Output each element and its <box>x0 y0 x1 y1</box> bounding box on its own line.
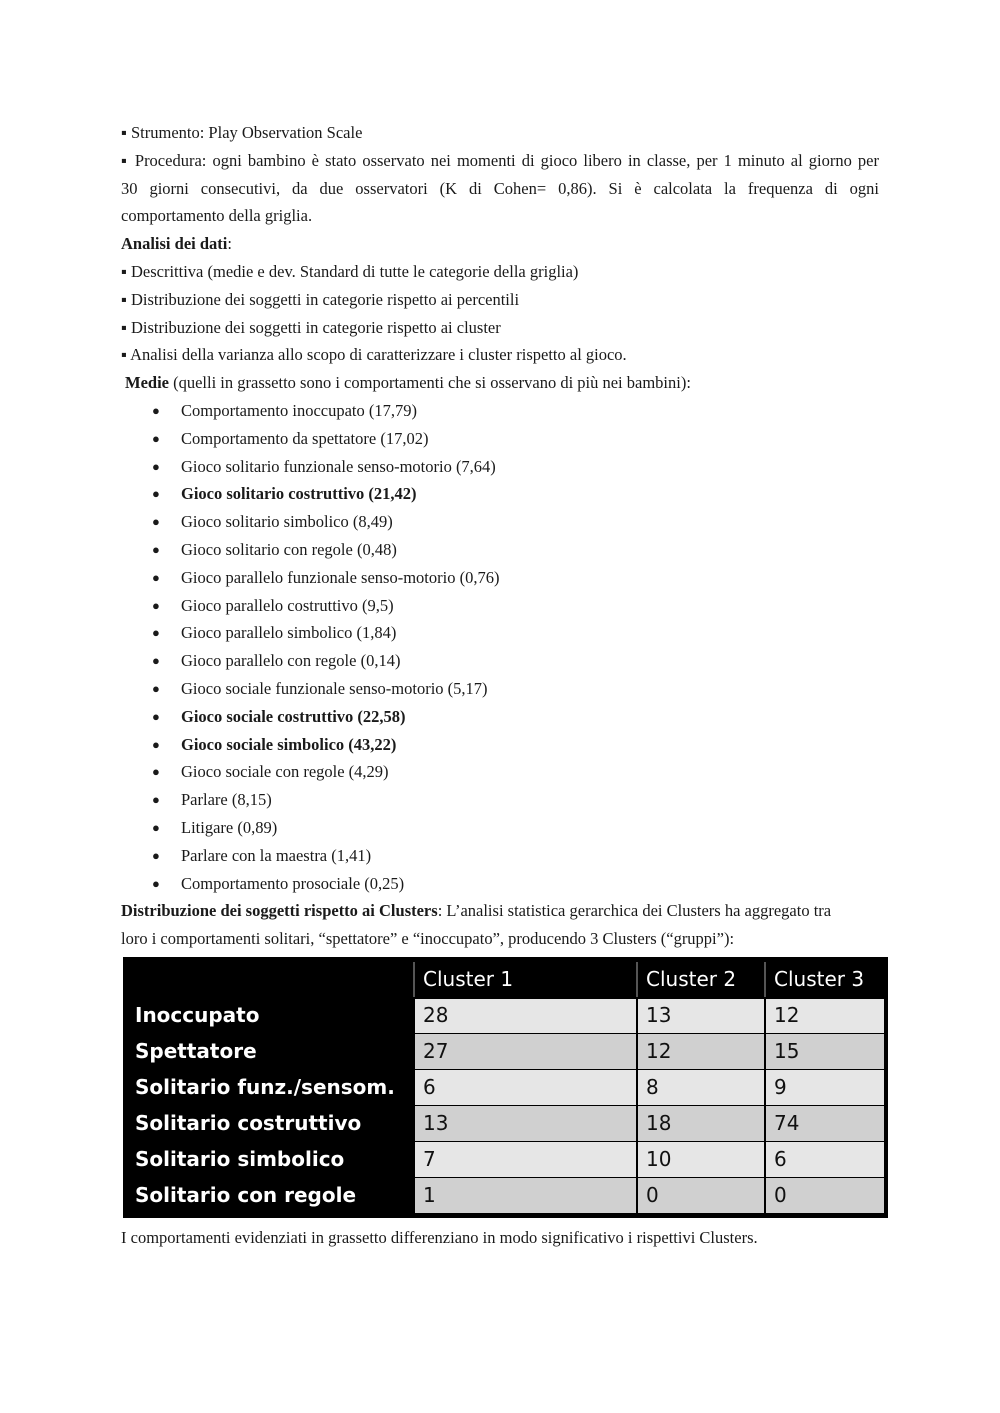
medie-list-item <box>121 397 879 425</box>
table-cell: 6 <box>414 1070 637 1106</box>
table-row <box>127 1070 884 1106</box>
table-cell: 13 <box>414 1106 637 1142</box>
bullet-icon: ● <box>152 430 160 446</box>
medie-item-text: Gioco sociale funzionale senso-motorio (5,17) <box>181 678 488 698</box>
medie-heading <box>121 369 879 397</box>
row-header-cell: Inoccupato <box>127 998 414 1034</box>
row-header-cell: Solitario costruttivo <box>127 1106 414 1142</box>
medie-list-item <box>121 536 879 564</box>
table-header-row <box>127 962 884 998</box>
medie-title: Medie <box>125 373 169 393</box>
table-cell: 7 <box>414 1142 637 1178</box>
table-cell: 18 <box>637 1106 765 1142</box>
strumento-line: ▪ Strumento: Play Observation Scale <box>121 123 363 142</box>
medie-list-item <box>121 842 879 870</box>
medie-list-item <box>121 480 879 508</box>
row-header-cell: Solitario funz./sensom. <box>127 1070 414 1106</box>
bullet-icon: ● <box>152 597 160 613</box>
medie-list-item <box>121 731 879 759</box>
row-header-cell: Spettatore <box>127 1034 414 1070</box>
bullet-icon: ● <box>152 541 160 557</box>
bullet-icon: ● <box>152 569 160 585</box>
medie-list-item <box>121 703 879 731</box>
table-row <box>127 1106 884 1142</box>
distribuzione-title: Distribuzione dei soggetti rispetto ai Clusters <box>121 901 438 921</box>
medie-list-item <box>121 814 879 842</box>
medie-list-item <box>121 758 879 786</box>
medie-item-text: Gioco solitario simbolico (8,49) <box>181 512 393 532</box>
table-cell: 6 <box>765 1142 884 1178</box>
analisi-title: Analisi dei dati <box>121 234 228 254</box>
procedura-line-3: comportamento della griglia. <box>121 206 313 226</box>
bullet-icon: ● <box>152 708 160 724</box>
medie-item-text: Comportamento prosociale (0,25) <box>181 873 405 893</box>
analisi-heading <box>121 230 879 258</box>
medie-item-text: Gioco sociale costruttivo (22,58) <box>181 706 406 726</box>
table-cell: 12 <box>637 1034 765 1070</box>
table-cell: 28 <box>414 998 637 1034</box>
table-cell: 15 <box>765 1034 884 1070</box>
row-header-cell: Solitario simbolico <box>127 1142 414 1178</box>
medie-list-item <box>121 675 879 703</box>
bullet-icon: ● <box>152 625 160 641</box>
bullet-icon: ● <box>152 402 160 418</box>
bullet-icon: ● <box>152 458 160 474</box>
bullet-icon: ● <box>152 819 160 835</box>
table-cell: 27 <box>414 1034 637 1070</box>
medie-item-text: Gioco parallelo funzionale senso-motorio (0,76) <box>181 567 500 587</box>
table-cell: 8 <box>637 1070 765 1106</box>
medie-list-item <box>121 870 879 898</box>
bullet-icon: ● <box>152 736 160 752</box>
medie-item-text: Parlare (8,15) <box>181 790 272 810</box>
row-header-cell: Solitario con regole <box>127 1178 414 1214</box>
table-row <box>127 1034 884 1070</box>
distribuzione-text-1: : L’analisi statistica gerarchica dei Clusters ha aggregato tra <box>437 901 832 921</box>
table-row <box>127 1142 884 1178</box>
medie-item-text: Parlare con la maestra (1,41) <box>181 845 372 865</box>
table-cell: 13 <box>637 998 765 1034</box>
analisi-item: ▪ Distribuzione dei soggetti in categorie rispetto ai cluster <box>121 317 501 337</box>
bullet-icon: ● <box>152 486 160 502</box>
medie-list-item <box>121 564 879 592</box>
bullet-icon: ● <box>152 653 160 669</box>
analisi-item: ▪ Descrittiva (medie e dev. Standard di tutte le categorie della griglia) <box>121 261 579 281</box>
table-cell: 12 <box>765 998 884 1034</box>
medie-item-text: Gioco parallelo con regole (0,14) <box>181 651 401 671</box>
medie-item-text: Litigare (0,89) <box>181 817 278 837</box>
medie-item-text: Gioco solitario funzionale senso-motorio (7,64) <box>181 456 496 476</box>
table-corner-cell <box>127 962 414 998</box>
analisi-colon: : <box>227 234 232 254</box>
medie-item-text: Gioco parallelo costruttivo (9,5) <box>181 595 394 615</box>
medie-list-item <box>121 425 879 453</box>
clusters-table-frame <box>123 957 888 1219</box>
medie-list-item <box>121 453 879 481</box>
medie-item-text: Comportamento inoccupato (17,79) <box>181 400 417 420</box>
table-cell: 0 <box>637 1178 765 1214</box>
medie-item-text: Gioco solitario costruttivo (21,42) <box>181 484 417 504</box>
bullet-icon: ● <box>152 514 160 530</box>
table-row <box>127 1178 884 1214</box>
medie-list-item <box>121 647 879 675</box>
bullet-icon: ● <box>152 875 160 891</box>
medie-list <box>121 397 879 897</box>
bullet-icon: ● <box>152 847 160 863</box>
medie-list-item <box>121 786 879 814</box>
table-row <box>127 998 884 1034</box>
bullet-icon: ● <box>152 792 160 808</box>
procedura-line-1: ▪ Procedura: ogni bambino è stato osservato nei momenti di gioco libero in classe, per 1 minuto al giorno per <box>121 150 879 170</box>
medie-item-text: Gioco solitario con regole (0,48) <box>181 539 397 559</box>
medie-list-item <box>121 592 879 620</box>
procedura-line-2: 30 giorni consecutivi, da due osservatori (K di Cohen= 0,86). Si è calcolata la frequenza di ogni <box>121 178 879 198</box>
analisi-item: ▪ Distribuzione dei soggetti in categorie rispetto ai percentili <box>121 289 520 309</box>
bullet-icon: ● <box>152 680 160 696</box>
table-cell: 10 <box>637 1142 765 1178</box>
medie-item-text: Gioco parallelo simbolico (1,84) <box>181 623 397 643</box>
medie-item-text: Gioco sociale con regole (4,29) <box>181 762 389 782</box>
bullet-icon: ● <box>152 764 160 780</box>
medie-list-item <box>121 619 879 647</box>
column-header: Cluster 2 <box>637 962 765 998</box>
medie-list-item <box>121 508 879 536</box>
medie-note: (quelli in grassetto sono i comportamenti che si osservano di più nei bambini): <box>168 373 691 393</box>
column-header: Cluster 3 <box>765 962 884 998</box>
footer-note: I comportamenti evidenziati in grassetto differenziano in modo significativo i rispettivi Clusters. <box>121 1228 758 1248</box>
table-cell: 0 <box>765 1178 884 1214</box>
medie-item-text: Comportamento da spettatore (17,02) <box>181 428 429 448</box>
column-header: Cluster 1 <box>414 962 637 998</box>
table-cell: 1 <box>414 1178 637 1214</box>
analisi-item: ▪ Analisi della varianza allo scopo di caratterizzare i cluster rispetto al gioco. <box>121 345 627 365</box>
document-page <box>121 119 879 1252</box>
clusters-table <box>127 962 884 1215</box>
table-cell: 74 <box>765 1106 884 1142</box>
distribuzione-line-2: loro i comportamenti solitari, “spettatore” e “inoccupato”, producendo 3 Clusters (“gruppi”): <box>121 929 735 949</box>
table-cell: 9 <box>765 1070 884 1106</box>
distribuzione-line-1 <box>121 897 879 925</box>
medie-item-text: Gioco sociale simbolico (43,22) <box>181 734 397 754</box>
